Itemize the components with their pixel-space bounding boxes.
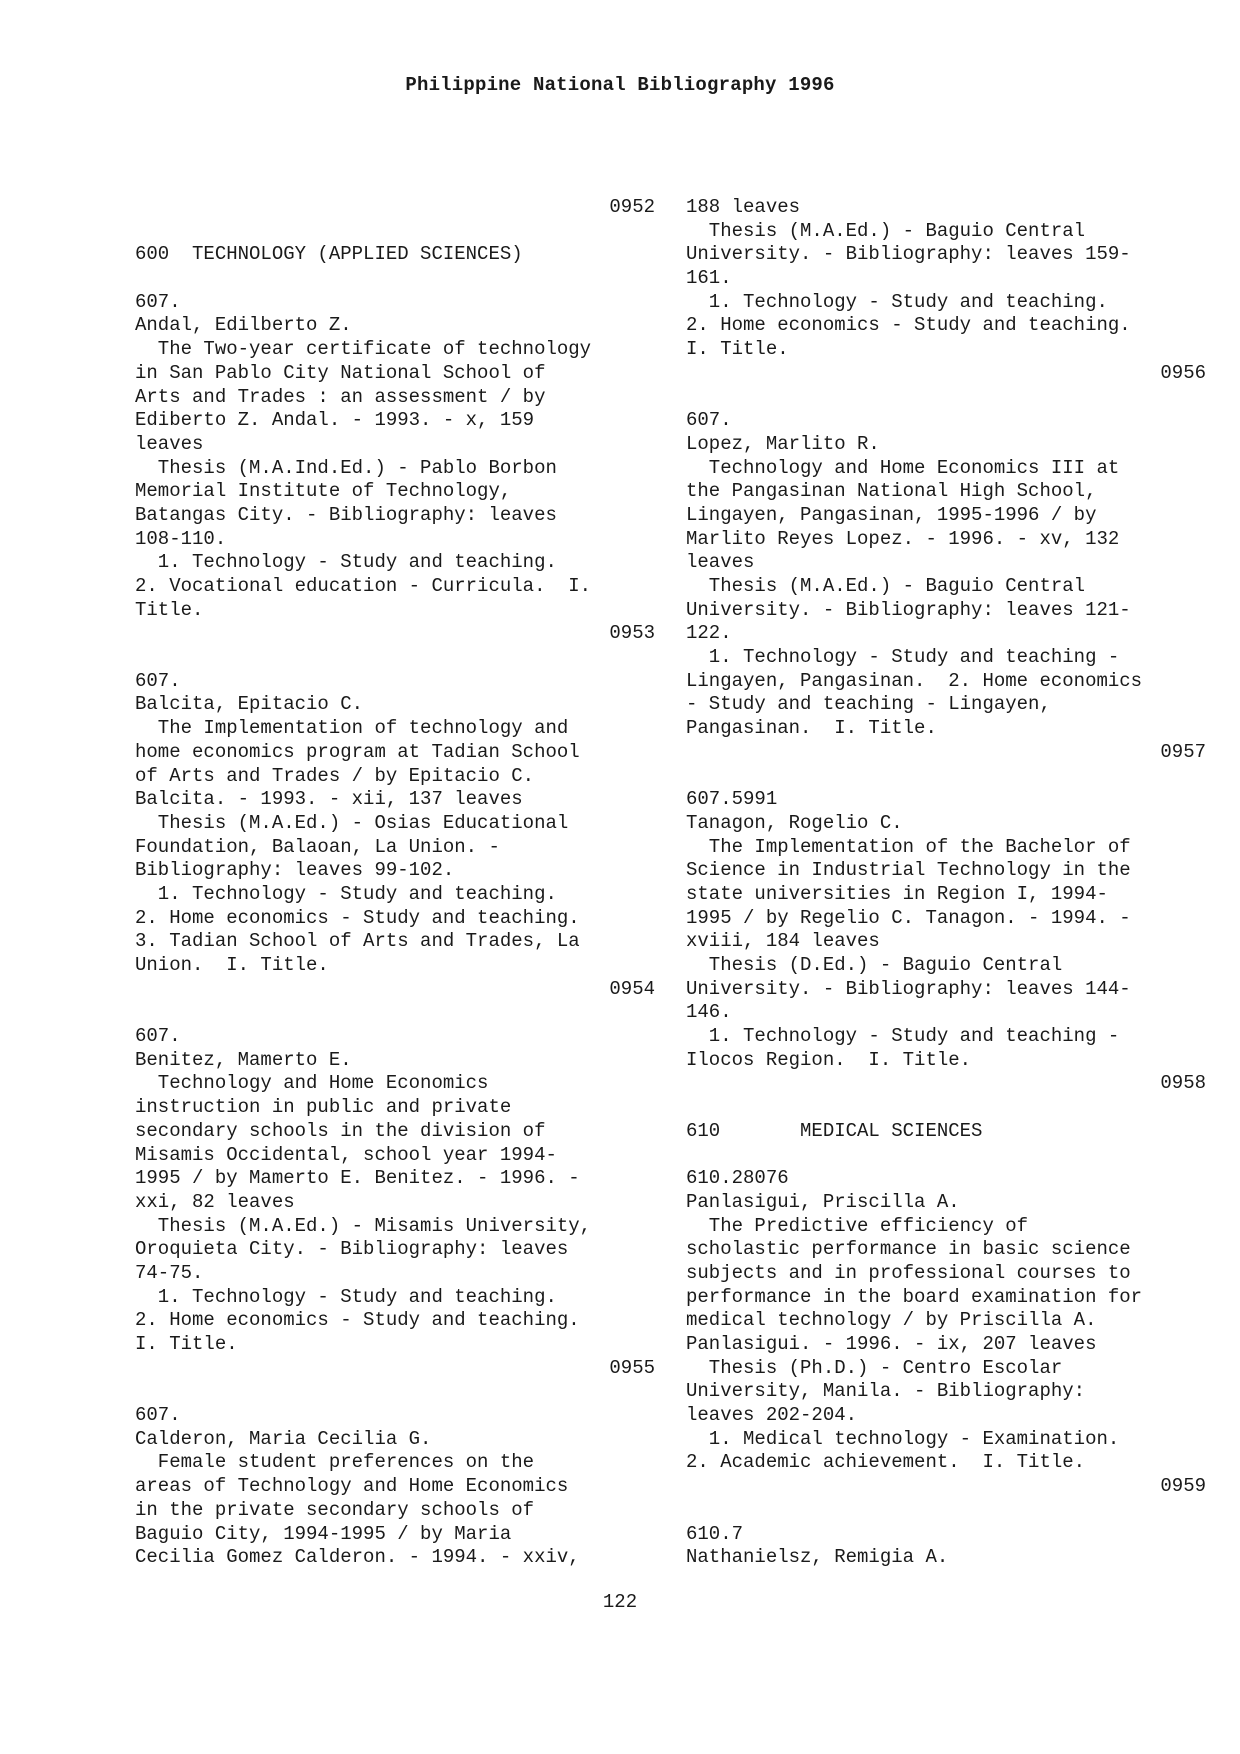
bibliography-line <box>135 1380 655 1404</box>
bibliography-line: The Predictive efficiency of <box>686 1214 1029 1237</box>
bibliography-line: 1995 / by Regelio C. Tanagon. - 1994. - <box>686 906 1131 929</box>
bibliography-line: - Study and teaching - Lingayen, <box>686 693 1051 716</box>
bibliography-line: Science in Industrial Technology in the <box>686 859 1131 882</box>
bibliography-line: 1995 / by Mamerto E. Benitez. - 1996. - <box>135 1167 580 1190</box>
entry-number: 0958 <box>1160 1072 1206 1095</box>
bibliography-line: Thesis (M.A.Ed.) - Misamis University, <box>135 1214 592 1237</box>
bibliography-line: 3. Tadian School of Arts and Trades, La <box>135 930 580 953</box>
bibliography-line: 607. <box>686 409 732 432</box>
bibliography-line: 2. Vocational education - Curricula. I. <box>135 575 592 597</box>
bibliography-line: xxi, 82 leaves <box>135 1190 295 1213</box>
entry-number: 0956 <box>1160 361 1206 384</box>
bibliography-line: Memorial Institute of Technology, <box>135 480 512 503</box>
bibliography-line: home economics program at Tadian School <box>135 740 580 763</box>
bibliography-line: Baguio City, 1994-1995 / by Maria <box>135 1522 512 1545</box>
bibliography-line: Thesis (M.A.Ed.) - Osias Educational <box>135 811 569 834</box>
bibliography-line: Lingayen, Pangasinan, 1995-1996 / by <box>686 503 1097 526</box>
bibliography-line: University. - Bibliography: leaves 121- <box>686 598 1131 621</box>
bibliography-line: 1. Medical technology - Examination. <box>686 1427 1120 1450</box>
bibliography-line: 1. Technology - Study and teaching - <box>686 1025 1120 1048</box>
bibliography-line: performance in the board examination for <box>686 1285 1143 1308</box>
bibliography-line: Technology and Home Economics <box>135 1072 489 1095</box>
bibliography-line: Ilocos Region. I. Title. <box>686 1048 972 1071</box>
entry-number: 0959 <box>1160 1475 1206 1498</box>
bibliography-line: University. - Bibliography: leaves 159- <box>686 243 1131 266</box>
bibliography-line: 1. Technology - Study and teaching. <box>135 882 557 905</box>
bibliography-line: Balcita. - 1993. - xii, 137 leaves <box>135 788 523 811</box>
bibliography-line: University, Manila. - Bibliography: <box>686 1380 1086 1403</box>
entry-number: 0954 <box>609 977 655 1000</box>
bibliography-line: Calderon, Maria Cecilia G. <box>135 1427 432 1450</box>
bibliography-line: The Implementation of technology and <box>135 717 569 740</box>
bibliography-line: 108-110. <box>135 527 227 550</box>
bibliography-line: Batangas City. - Bibliography: leaves <box>135 503 557 526</box>
bibliography-line: in the private secondary schools of <box>135 1498 535 1521</box>
bibliography-line: leaves <box>686 551 755 574</box>
bibliography-line: medical technology / by Priscilla A. <box>686 1309 1097 1332</box>
bibliography-line <box>135 220 655 244</box>
bibliography-line: 1. Technology - Study and teaching. <box>135 551 557 574</box>
bibliography-line: 1. Technology - Study and teaching. <box>686 290 1108 313</box>
bibliography-line: Bibliography: leaves 99-102. <box>135 859 455 882</box>
bibliography-line: Lopez, Marlito R. <box>686 432 880 455</box>
bibliography-line <box>135 1001 655 1025</box>
bibliography-line: Balcita, Epitacio C. <box>135 693 364 716</box>
bibliography-line: 146. <box>686 1001 732 1024</box>
bibliography-line: areas of Technology and Home Economics <box>135 1475 569 1498</box>
bibliography-line <box>135 646 655 670</box>
left-column <box>135 196 655 1570</box>
bibliography-line: Cecilia Gomez Calderon. - 1994. - xxiv, <box>135 1546 580 1569</box>
bibliography-line: Thesis (M.A.Ind.Ed.) - Pablo Borbon <box>135 456 557 479</box>
bibliography-line: 2. Academic achievement. I. Title. <box>686 1451 1086 1474</box>
bibliography-line: xviii, 184 leaves <box>686 930 880 953</box>
bibliography-line <box>686 1144 1206 1168</box>
bibliography-line: subjects and in professional courses to <box>686 1261 1131 1284</box>
bibliography-line <box>686 1096 1206 1120</box>
page-header-title: Philippine National Bibliography 1996 <box>405 74 835 96</box>
bibliography-line: Thesis (M.A.Ed.) - Baguio Central <box>686 575 1086 597</box>
bibliography-line: 607. <box>135 669 181 692</box>
bibliography-line: 122. <box>686 622 732 645</box>
bibliography-line: secondary schools in the division of <box>135 1119 546 1142</box>
bibliography-line: Benitez, Mamerto E. <box>135 1048 352 1071</box>
page-number: 122 <box>602 1591 638 1613</box>
bibliography-line: 2. Home economics - Study and teaching. <box>686 314 1131 337</box>
bibliography-line: Tanagon, Rogelio C. <box>686 811 903 834</box>
bibliography-line: 161. <box>686 267 732 290</box>
bibliography-line: Panlasigui, Priscilla A. <box>686 1190 960 1213</box>
bibliography-line: Pangasinan. I. Title. <box>686 717 937 740</box>
bibliography-line: Union. I. Title. <box>135 954 329 976</box>
bibliography-line: leaves 202-204. <box>686 1404 858 1427</box>
bibliography-line: 607. <box>135 1404 181 1427</box>
bibliography-line: Thesis (D.Ed.) - Baguio Central <box>686 954 1063 976</box>
right-column <box>686 196 1206 1570</box>
bibliography-line: Ediberto Z. Andal. - 1993. - x, 159 <box>135 409 535 432</box>
bibliography-line: Foundation, Balaoan, La Union. - <box>135 835 500 858</box>
bibliography-line: Marlito Reyes Lopez. - 1996. - xv, 132 <box>686 527 1120 550</box>
bibliography-line: Thesis (Ph.D.) - Centro Escolar <box>686 1356 1063 1379</box>
bibliography-line: 607. <box>135 290 181 313</box>
bibliography-line: 1. Technology - Study and teaching - <box>686 646 1120 669</box>
bibliography-line: 2. Home economics - Study and teaching. <box>135 1309 580 1332</box>
bibliography-line: 610.7 <box>686 1522 744 1545</box>
bibliography-line <box>686 765 1206 789</box>
bibliography-line: Title. <box>135 598 204 621</box>
entry-number: 0957 <box>1160 740 1206 763</box>
bibliography-line: Andal, Edilberto Z. <box>135 314 352 337</box>
bibliography-line: I. Title. <box>686 338 789 361</box>
bibliography-line: The Implementation of the Bachelor of <box>686 835 1131 858</box>
bibliography-line: leaves <box>135 432 204 455</box>
bibliography-line: instruction in public and private <box>135 1096 512 1119</box>
bibliography-line: scholastic performance in basic science <box>686 1238 1131 1261</box>
bibliography-line: Lingayen, Pangasinan. 2. Home economics <box>686 669 1143 692</box>
bibliography-line: state universities in Region I, 1994- <box>686 882 1108 905</box>
entry-number: 0953 <box>609 622 655 645</box>
bibliography-line: The Two-year certificate of technology <box>135 338 592 361</box>
bibliography-line: University. - Bibliography: leaves 144- <box>686 977 1131 1000</box>
bibliography-line: 610.28076 <box>686 1167 789 1190</box>
bibliography-line <box>686 1499 1206 1523</box>
bibliography-line: the Pangasinan National High School, <box>686 480 1097 503</box>
bibliography-line: I. Title. <box>135 1333 238 1355</box>
bibliography-line: of Arts and Trades / by Epitacio C. <box>135 764 535 787</box>
bibliography-line: 188 leaves <box>686 196 801 218</box>
bibliography-line: 74-75. <box>135 1261 204 1284</box>
bibliography-line: Panlasigui. - 1996. - ix, 207 leaves <box>686 1333 1097 1355</box>
entry-number: 0952 <box>609 196 655 218</box>
entry-number: 0955 <box>609 1356 655 1379</box>
bibliography-line: 600 TECHNOLOGY (APPLIED SCIENCES) <box>135 243 523 266</box>
bibliography-line: Female student preferences on the <box>135 1451 535 1474</box>
bibliography-line: 607.5991 <box>686 788 778 811</box>
bibliography-line: Arts and Trades : an assessment / by <box>135 385 546 408</box>
bibliography-line: Thesis (M.A.Ed.) - Baguio Central <box>686 219 1086 242</box>
bibliography-line: 607. <box>135 1025 181 1048</box>
bibliography-line: 610 MEDICAL SCIENCES <box>686 1119 983 1142</box>
bibliography-line: 1. Technology - Study and teaching. <box>135 1285 557 1308</box>
bibliography-line <box>135 267 655 291</box>
bibliography-line: Oroquieta City. - Bibliography: leaves <box>135 1238 569 1261</box>
bibliography-line <box>686 386 1206 410</box>
bibliography-line: 2. Home economics - Study and teaching. <box>135 906 580 929</box>
bibliography-line: Nathanielsz, Remigia A. <box>686 1546 949 1569</box>
bibliography-line: Misamis Occidental, school year 1994- <box>135 1143 557 1166</box>
bibliography-line: Technology and Home Economics III at <box>686 456 1120 479</box>
bibliography-line: in San Pablo City National School of <box>135 361 546 384</box>
